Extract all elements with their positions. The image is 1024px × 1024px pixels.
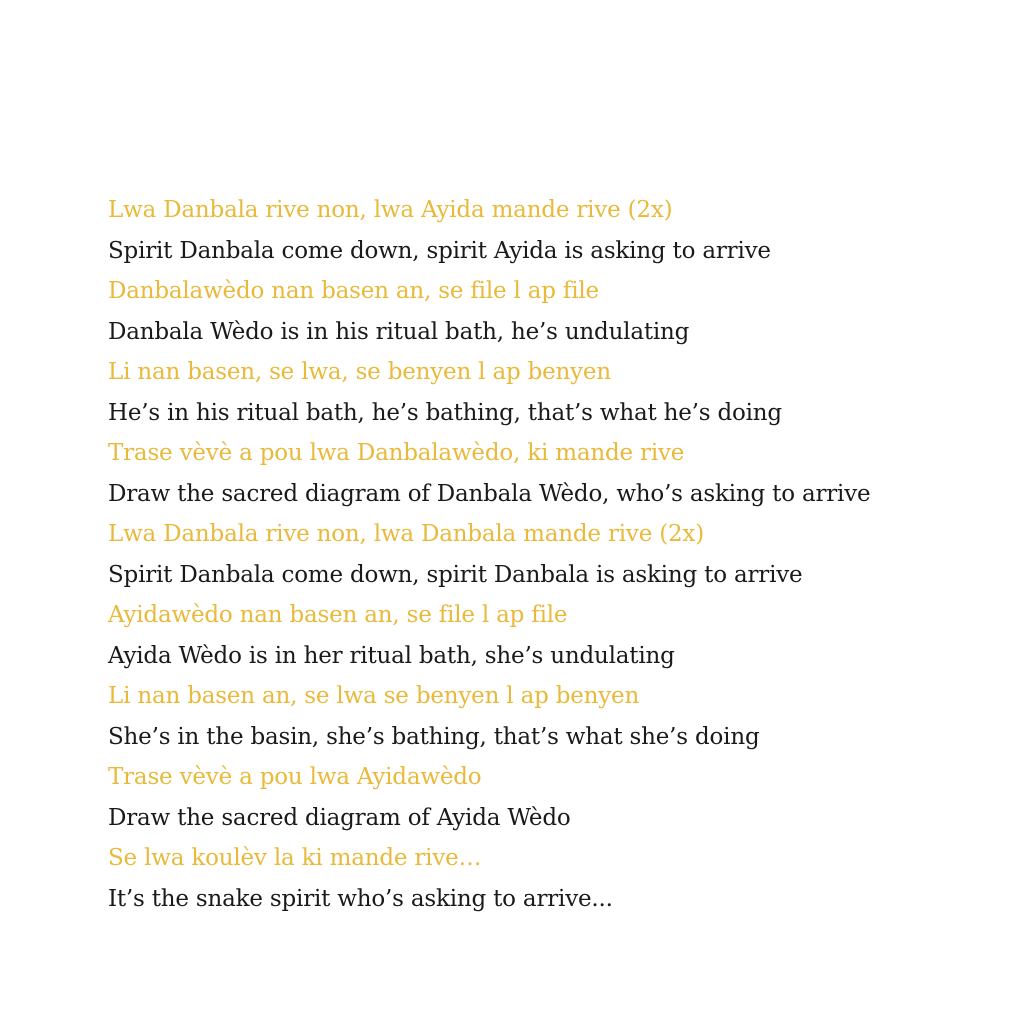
kreyol-line: Trase vèvè a pou lwa Ayidawèdo	[108, 764, 482, 790]
kreyol-line: Ayidawèdo nan basen an, se file l ap file	[108, 602, 568, 628]
kreyol-line: Li nan basen, se lwa, se benyen l ap benyen	[108, 359, 611, 385]
english-translation-line: It’s the snake spirit who’s asking to arrive...	[108, 885, 613, 912]
kreyol-line: Lwa Danbala rive non, lwa Danbala mande rive (2x)	[108, 521, 704, 547]
english-translation-line: She’s in the basin, she’s bathing, that’s what she’s doing	[108, 723, 760, 750]
song-lyrics	[108, 190, 870, 919]
kreyol-line: Trase vèvè a pou lwa Danbalawèdo, ki mande rive	[108, 440, 685, 466]
kreyol-line: Li nan basen an, se lwa se benyen l ap benyen	[108, 683, 640, 709]
english-translation-line: Spirit Danbala come down, spirit Ayida is asking to arrive	[108, 237, 771, 264]
kreyol-line: Lwa Danbala rive non, lwa Ayida mande rive (2x)	[108, 197, 673, 223]
english-translation-line: Spirit Danbala come down, spirit Danbala is asking to arrive	[108, 561, 803, 588]
english-translation-line: Draw the sacred diagram of Ayida Wèdo	[108, 804, 571, 831]
english-translation-line: He’s in his ritual bath, he’s bathing, that’s what he’s doing	[108, 399, 782, 426]
english-translation-line: Danbala Wèdo is in his ritual bath, he’s undulating	[108, 318, 690, 345]
kreyol-line: Se lwa koulèv la ki mande rive…	[108, 845, 482, 871]
english-translation-line: Ayida Wèdo is in her ritual bath, she’s undulating	[108, 642, 675, 669]
english-translation-line: Draw the sacred diagram of Danbala Wèdo, who’s asking to arrive	[108, 480, 871, 507]
kreyol-line: Danbalawèdo nan basen an, se file l ap file	[108, 278, 599, 304]
